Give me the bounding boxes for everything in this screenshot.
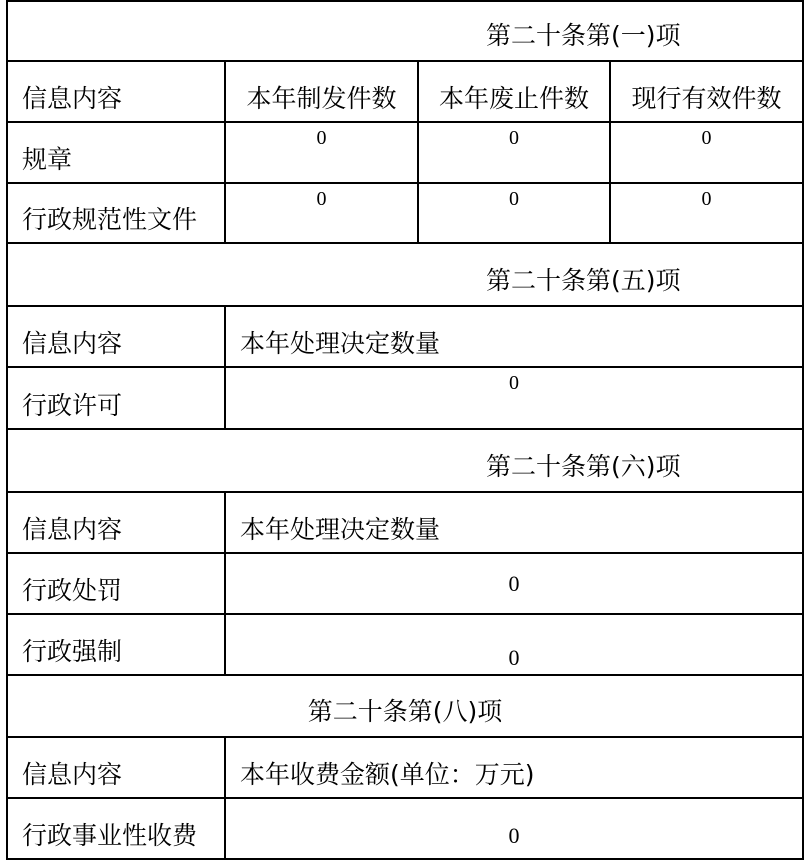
column-header: 现行有效件数 (631, 84, 782, 113)
rule (802, 0, 804, 860)
column-header: 本年收费金额(单位：万元) (240, 760, 535, 789)
header-label: 信息内容 (22, 84, 123, 113)
header-label: 信息内容 (22, 515, 123, 544)
value-cell: 0 (508, 570, 520, 596)
value-cell: 0 (316, 188, 327, 210)
value-cell: 0 (509, 188, 519, 210)
value-cell: 0 (508, 822, 520, 848)
section-title: 第二十条第(五)项 (486, 266, 681, 295)
row-label: 规章 (22, 145, 73, 174)
rule (6, 858, 804, 860)
row-label: 行政处罚 (22, 576, 123, 605)
section-title: 第二十条第(八)项 (307, 697, 503, 726)
column-header: 本年制发件数 (246, 84, 397, 113)
column-header: 本年处理决定数量 (240, 329, 441, 358)
header-label: 信息内容 (22, 329, 123, 358)
header-label: 信息内容 (22, 760, 123, 789)
column-header: 本年处理决定数量 (240, 515, 441, 544)
value-cell: 0 (509, 372, 519, 394)
column-header: 本年废止件数 (438, 84, 589, 113)
value-cell: 0 (316, 127, 327, 149)
section-title: 第二十条第(六)项 (486, 452, 681, 481)
value-cell: 0 (508, 644, 520, 670)
value-cell: 0 (701, 188, 712, 210)
row-label: 行政强制 (22, 637, 123, 666)
section-title: 第二十条第(一)项 (486, 21, 681, 50)
row-label: 行政规范性文件 (22, 205, 198, 234)
value-cell: 0 (701, 127, 712, 149)
value-cell: 0 (509, 127, 519, 149)
row-label: 行政许可 (22, 391, 123, 420)
row-label: 行政事业性收费 (22, 821, 198, 850)
